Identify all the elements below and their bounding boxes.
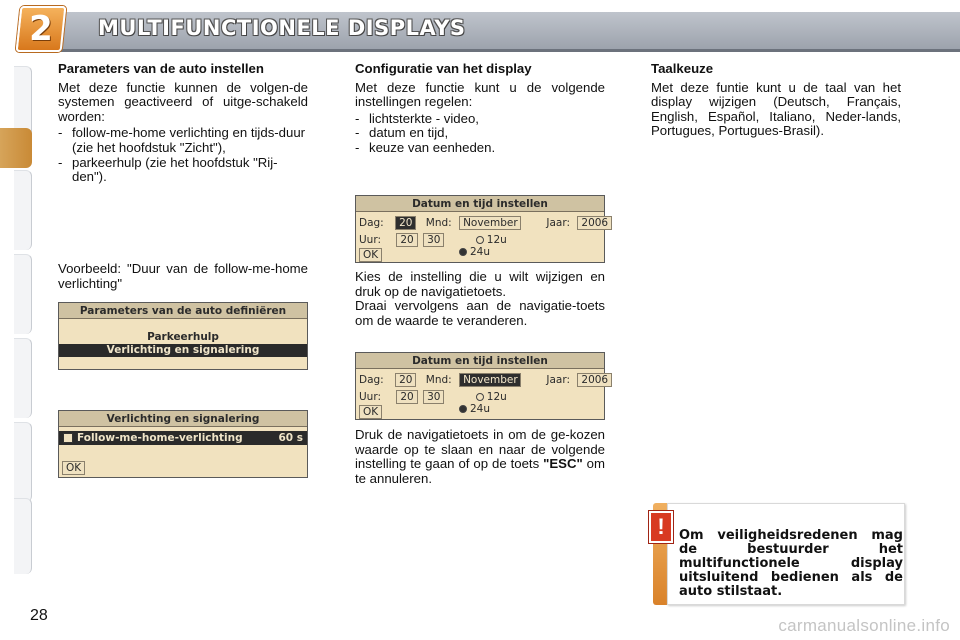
time-row: Uur: 20 30 12u [359, 391, 507, 403]
minute-field: 30 [423, 233, 444, 247]
instruction-confirm: Druk de navigatietoets in om de ge-kozen waarde op te slaan en naar de volgende instelling te gaan of op de toets "ESC" om te annuleren. [355, 427, 605, 486]
format-24h-row: 24u [459, 403, 490, 415]
page-title: MULTIFUNCTIONELE DISPLAYS [98, 16, 466, 40]
ok-button: OK [62, 461, 85, 475]
hour-field: 20 [396, 233, 417, 247]
format-24h-row: 24u [459, 246, 490, 258]
example-caption: Voorbeeld: "Duur van de follow-me-home verlichting" [58, 261, 308, 291]
chapter-tab-3[interactable] [14, 170, 32, 250]
page-number: 28 [30, 607, 48, 624]
intro-text: Met deze functie kunnen de volgen-de systemen geactiveerd of uitge-schakeld worden: [58, 79, 308, 124]
radio-12h-icon [476, 236, 484, 244]
intro-text: Met deze functie kunt u de volgende instellingen regelen: [355, 79, 605, 110]
setting-row-follow-me-home [59, 431, 307, 445]
hour-field: 20 [396, 390, 417, 404]
column-display-configuration [355, 62, 605, 156]
setting-label: Follow-me-home-verlichting [77, 432, 243, 444]
page-header [0, 0, 960, 56]
screen-title: Datum en tijd instellen [356, 353, 604, 369]
settings-list [355, 112, 605, 156]
esc-key-label: "ESC" [543, 456, 583, 472]
screen-title: Datum en tijd instellen [356, 196, 604, 212]
minute-field: 30 [423, 390, 444, 404]
list-item: - parkeerhulp (zie het hoofdstuk "Rij-den"). [58, 156, 308, 185]
safety-warning [653, 503, 905, 605]
chapter-tab-6[interactable] [14, 422, 32, 502]
setting-value: 60 s [278, 432, 303, 444]
month-field: November [459, 216, 521, 230]
instruction-select: Kies de instelling die u wilt wijzigen en druk op de navigatietoets. [355, 269, 605, 299]
screen-title: Verlichting en signalering [59, 411, 307, 427]
chapter-tab-2-active[interactable] [0, 128, 32, 168]
section-heading: Taalkeuze [651, 61, 714, 76]
display-screen-parameters [58, 302, 308, 370]
display-screen-lighting [58, 410, 308, 478]
chapter-tab-5[interactable] [14, 338, 32, 418]
chapter-tab-rail [0, 66, 34, 576]
year-field: 2006 [577, 373, 612, 387]
column-vehicle-parameters [58, 62, 308, 185]
menu-item-parking-aid: Parkeerhulp [147, 331, 219, 343]
body-text: Met deze funtie kunt u de taal van het display wijzigen (Deutsch, Français, English, Español, Italiano, Neder-lands, Portugues, Portugues-Brasil). [651, 79, 901, 139]
display-screen-date-day-selected [355, 195, 609, 263]
chapter-tab-7[interactable] [14, 498, 32, 574]
list-item: - lichtsterkte - video, [355, 112, 605, 127]
radio-12h-icon [476, 393, 484, 401]
section-heading: Configuratie van het display [355, 61, 532, 76]
list-item: - datum en tijd, [355, 126, 605, 141]
month-field-selected: November [459, 373, 521, 387]
radio-24h-icon [459, 405, 467, 413]
instruction-rotate: Draai vervolgens aan de navigatie-toets om de waarde te veranderen. [355, 298, 605, 328]
watermark: carmanualsonline.info [778, 616, 950, 635]
radio-24h-icon [459, 248, 467, 256]
display-screen-date-month-selected [355, 352, 609, 420]
list-item: - keuze van eenheden. [355, 141, 605, 156]
exclamation-icon: ! [649, 511, 673, 543]
feature-list [58, 126, 308, 184]
date-row: Dag: 20 Mnd: November Jaar: 2006 [359, 216, 612, 230]
chapter-number: 2 [29, 9, 53, 49]
day-field: 20 [395, 373, 416, 387]
ok-button: OK [359, 405, 382, 419]
warning-text: Om veiligheidsredenen mag de bestuurder het multifunctionele display uitsluitend bedienen als de auto stilstaat. [679, 528, 903, 599]
list-item: - follow-me-home verlichting en tijds-duur (zie het hoofdstuk "Zicht"), [58, 126, 308, 155]
column-language [651, 62, 901, 141]
chapter-tab-4[interactable] [14, 254, 32, 334]
year-field: 2006 [577, 216, 612, 230]
day-field-selected: 20 [395, 216, 416, 230]
date-row: Dag: 20 Mnd: November Jaar: 2006 [359, 373, 612, 387]
checkbox-icon [63, 433, 73, 443]
menu-item-lighting-selected: Verlichting en signalering [59, 344, 307, 357]
screen-title: Parameters van de auto definiëren [59, 303, 307, 319]
ok-button: OK [359, 248, 382, 262]
section-heading: Parameters van de auto instellen [58, 61, 264, 76]
time-row: Uur: 20 30 12u [359, 234, 507, 246]
